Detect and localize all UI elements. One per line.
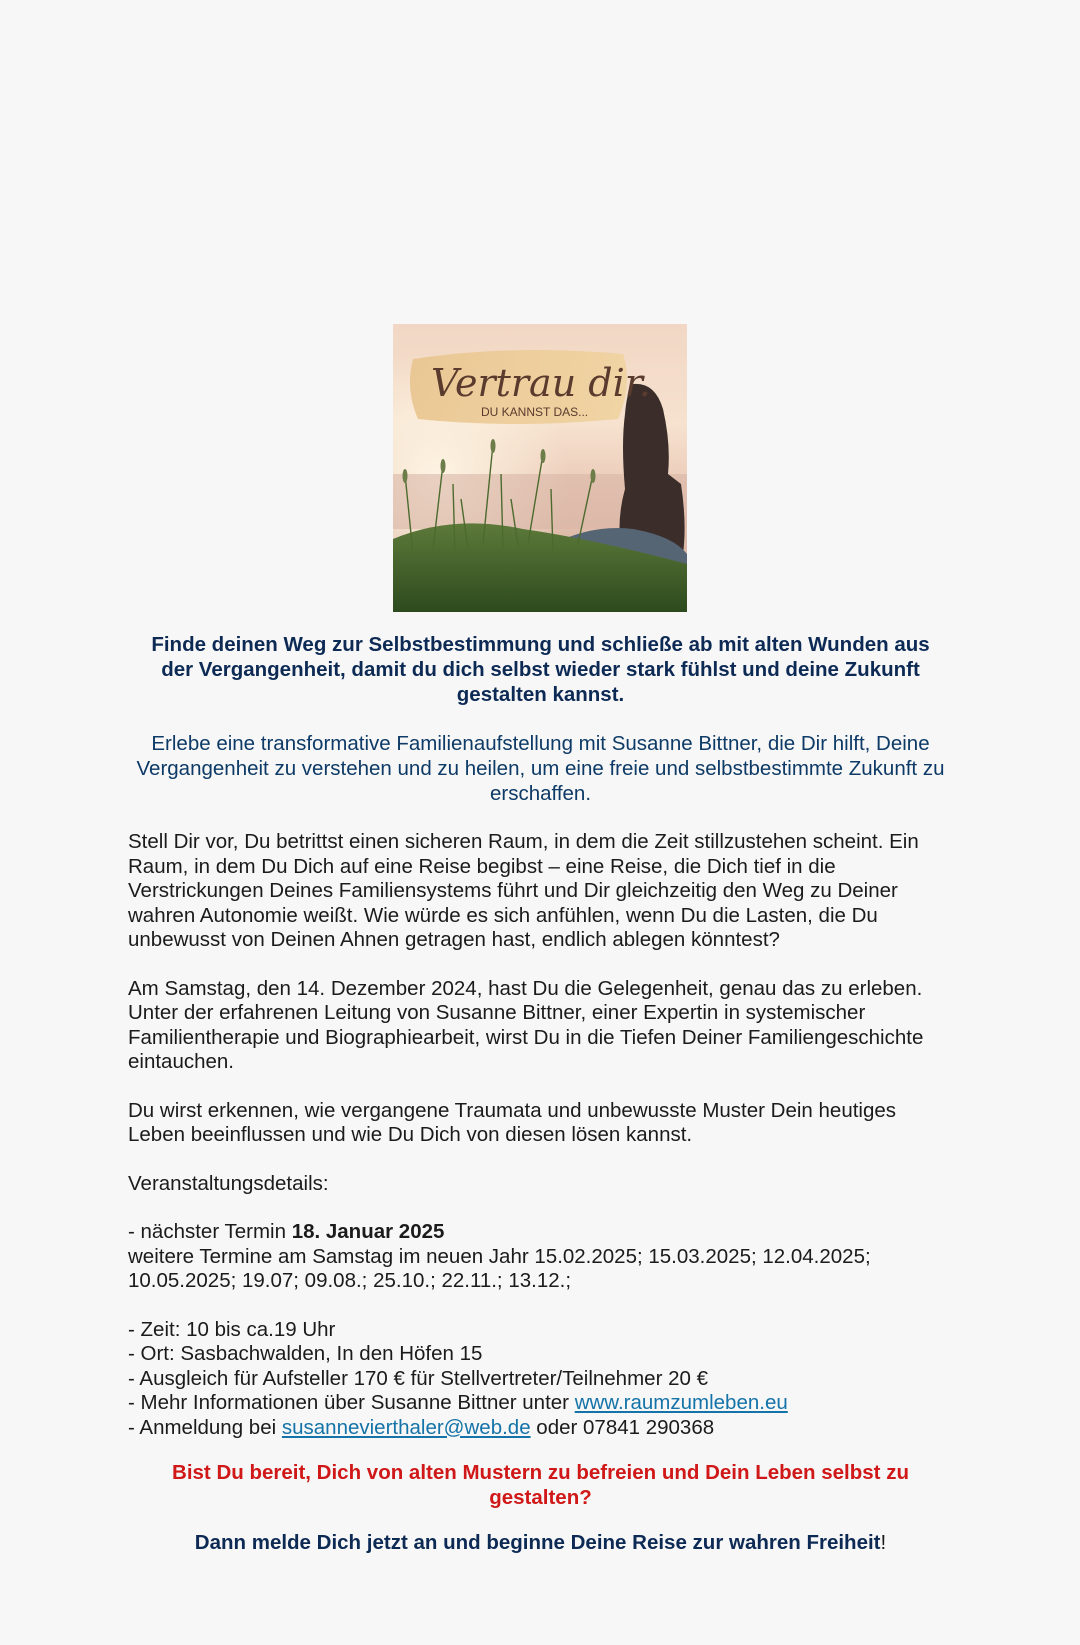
- detail-fee: - Ausgleich für Aufsteller 170 € für Stellvertreter/Teilnehmer 20 €: [128, 1366, 708, 1390]
- headline: Finde deinen Weg zur Selbstbestimmung und schließe ab mit alten Wunden aus der Vergangenheit, damit du dich selbst wieder stark fühlst und deine Zukunft gestalten kannst.: [151, 633, 930, 706]
- signup-suffix: oder 07841 290368: [530, 1415, 715, 1439]
- dates-block: [128, 1220, 953, 1294]
- subhead: Erlebe eine transformative Familienaufstellung mit Susanne Bittner, die Dir hilft, Deine Vergangenheit zu verstehen und zu heilen, um eine freie und selbstbestimmte Zukunft zu erschaffen.: [136, 732, 945, 805]
- event-paragraph: Am Samstag, den 14. Dezember 2024, hast Du die Gelegenheit, genau das zu erleben. Unter der erfahrenen Leitung von Susanne Bittner, einer Expertin in systemischer Familientherapie und Biographiearbeit, wirst Du in die Tiefen Deiner Familiengeschichte eintauchen.: [128, 976, 924, 1073]
- signup-prefix: - Anmeldung bei: [128, 1415, 282, 1439]
- detail-place: - Ort: Sasbachwalden, In den Höfen 15: [128, 1342, 483, 1365]
- hero-image: [393, 324, 687, 612]
- details-list: [128, 1318, 953, 1441]
- intro-paragraph: Stell Dir vor, Du betrittst einen sicheren Raum, in dem die Zeit stillzustehen scheint. Ein Raum, in dem Du Dich auf eine Reise begibst – eine Reise, die Dich tief in die Verstrickungen Deines Familiensystems führt und Dir gleichzeitig den Weg zu Deiner wahren Autonomie weißt. Wie würde es sich anfühlen, wenn Du die Lasten, die Du unbewusst von Deinen Ahnen getragen hast, endlich ablegen könntest?: [128, 830, 919, 951]
- details-heading: Veranstaltungsdetails:: [128, 1171, 329, 1195]
- detail-signup: [128, 1416, 953, 1441]
- cta-action-text: Dann melde Dich jetzt an und beginne Deine Reise zur wahren Freiheit: [194, 1531, 881, 1554]
- cta-action-end: !: [880, 1531, 887, 1554]
- cta-question: Bist Du bereit, Dich von alten Mustern zu befreien und Dein Leben selbst zu gestalten?: [172, 1461, 909, 1509]
- next-date: 18. Januar 2025: [291, 1220, 445, 1243]
- outcome-paragraph: Du wirst erkennen, wie vergangene Traumata und unbewusste Muster Dein heutiges Leben beeinflussen und wie Du Dich von diesen lösen kannst.: [128, 1098, 897, 1146]
- flyer-content: [128, 632, 953, 1555]
- next-date-prefix: - nächster Termin: [128, 1220, 292, 1243]
- hero-script-text: Vertrau dir.: [431, 361, 651, 405]
- email-link[interactable]: susannevierthaler@web.de: [281, 1415, 531, 1439]
- info-prefix: - Mehr Informationen über Susanne Bittner unter: [128, 1391, 575, 1414]
- detail-info: [128, 1391, 953, 1416]
- hero-tagline: DU KANNST DAS...: [481, 405, 589, 419]
- more-dates: weitere Termine am Samstag im neuen Jahr 15.02.2025; 15.03.2025; 12.04.2025; 10.05.2025; 19.07; 09.08.; 25.10.; 22.11.; 13.12.;: [128, 1244, 871, 1292]
- detail-time: - Zeit: 10 bis ca.19 Uhr: [128, 1317, 336, 1341]
- cta-action: [128, 1530, 953, 1555]
- website-link[interactable]: www.raumzumleben.eu: [574, 1391, 788, 1414]
